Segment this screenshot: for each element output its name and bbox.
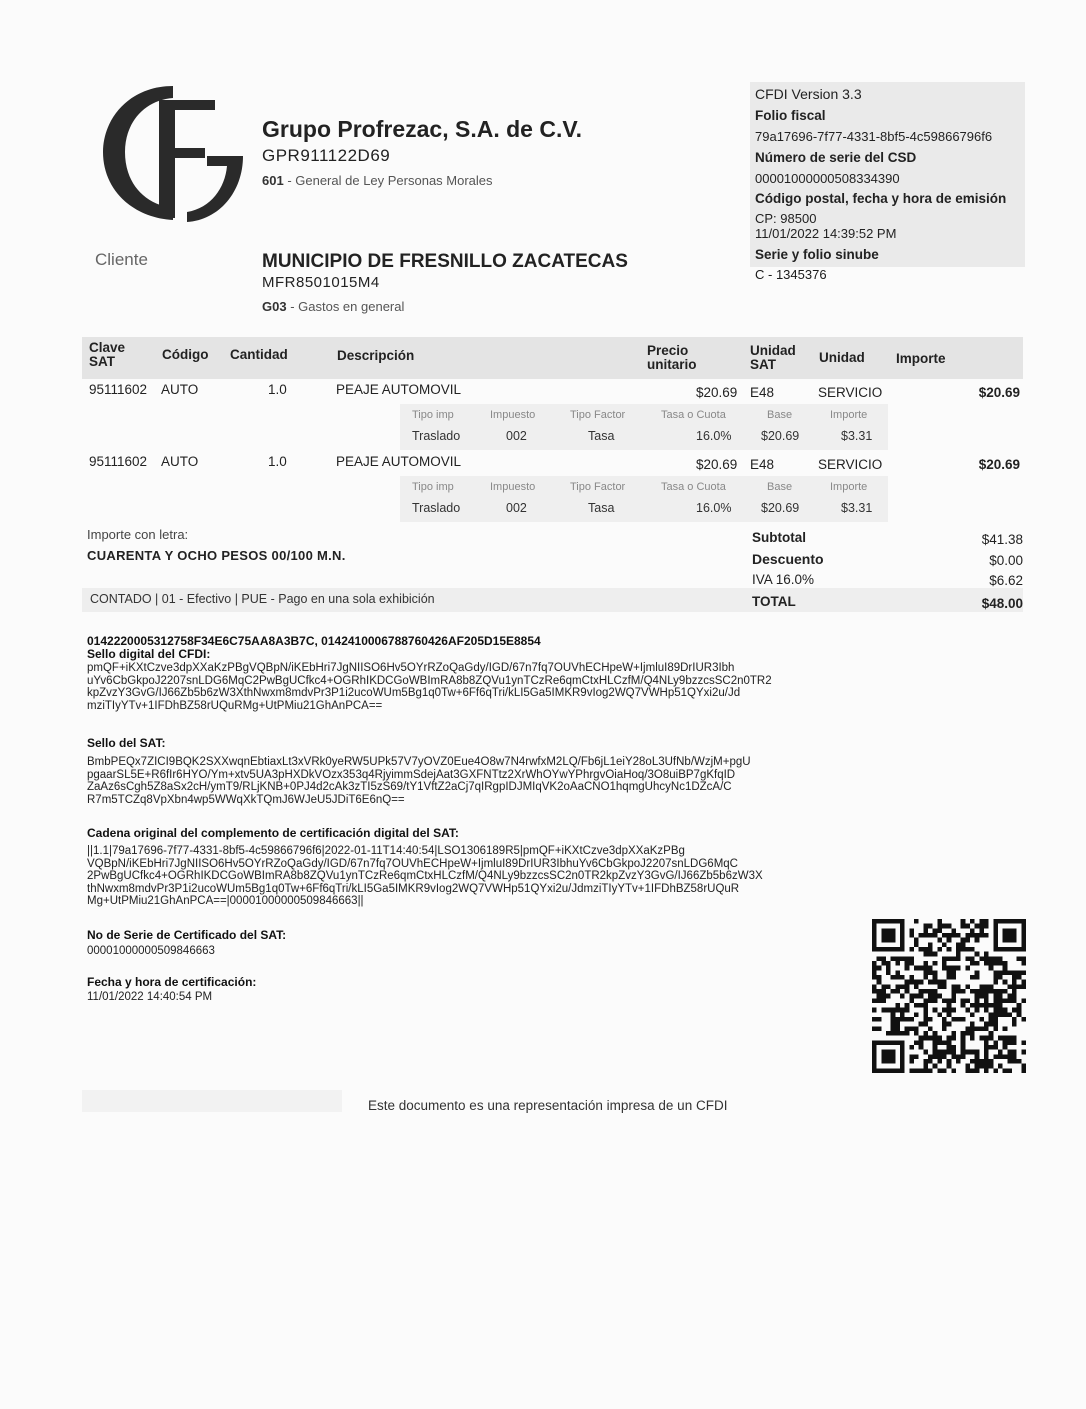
iva-label: IVA 16.0% — [752, 572, 815, 587]
row1-unidad: SERVICIO — [818, 385, 883, 400]
row2-clave: 95111602 — [89, 454, 148, 469]
amount-words-label: Importe con letra: — [87, 527, 189, 542]
cadena-text: ||1.1|79a17696-7f77-4331-8bf5-4c59866796f6|2022-01-11T14:40:54|LSO1306189R5|pmQF+iKXtCzve3dpXXaKzPBg VQBpN/iKEbHri7JgNIISO6Hv5OYrRZoQaGdy/IGD/67n7fq7OUVhECHpeW+IjmluI89DrIUR3IbhuYv6CbGkpoJ2207snLDG6MqC 2PwBgUCfkc4+OGRhIKDCGoWBImRA8b8ZQVu1ynTCzRe6qmCtxHLCzfM/Q4NLy9bzzcsSC2n0TR2kpZvzY3GvG/IJ66Zb5b6zW3X thNwxm8mdvPr3P1i2ucoWUm5Bg1q0Tw+6Ff6qTri/kLI5Ga5IMKR9vIog2WQ7VWHp51QYxi2u/JdmziTIyYTv+1IFDhBZ58rUQuR Mg+UtPMiu21GhAnPCA==|00001000000509846663|| — [87, 845, 763, 908]
row1-codigo: AUTO — [161, 382, 199, 397]
row1-descripcion: PEAJE AUTOMOVIL — [336, 382, 462, 397]
sello-cfdi-title: Sello digital del CFDI: — [87, 647, 211, 661]
client-uso-cfdi — [262, 299, 404, 314]
col-importe: Importe — [896, 351, 946, 366]
subtotal-value: $41.38 — [981, 532, 1023, 547]
row1-precio: $20.69 — [696, 385, 738, 400]
row2-tax-box — [400, 476, 888, 522]
sello-cfdi-text: pmQF+iKXtCzve3dpXXaKzPBgVQBpN/iKEbHri7JgNIISO6Hv5OYrRZoQaGdy/IGD/67n7fq7OUVhECHpeW+IjmluI89DrIUR3Ibh uYv6CbGkpoJ2207snLDG6MqC2PwBgUCfkc4+OGRhIKDCGoWBImRA8b8ZQVu1ynTCzRe6qmCtxHLCzfM/Q4NLy9bzzcsSC2n0TR2 kpZvzY3GvG/IJ66Zb5b6zW3XthNwxm8mdvPr3P1i2ucoWUm5Bg1q0Tw+6Ff6qTri/kLI5Ga5IMKR9vIog2WQ7VWHp51QYxi2u/Jd mziTIyYTv+1IFDhBZ58rUQuRMg+UtPMiu21GhAnPCA== — [87, 662, 772, 712]
sello-sat-text: BmbPEQx7ZICI9BQK2SXXwqnEbtiaxLt3xVRk0yeRW5UPk57V7yOVZ0Eue4O8w7N4rwfxM2LQ/Fb6jL1eiY28oL3UfNb/WzjM+pgU pgaarSL5E+R6fIr6HYO/Ym+xtv5UA3pHXDkVOzx353q4RjyimmSdejAat3GXFNTtz2XrWhOYwYPhrgvOiaHoq/3O8uiBP7gKfqID ZaAz6sCgh5Z8aSx2cH/ymT9/RLjKNB+0PJ4d2cAk3zTI5zS69/tY1VftZ2aCj7qIRgpIDJMIqVK2oAaCNO1hqmgUhcyNc1DZcA/C R7m5TCZq8VpXbn4wp5WWqXkTQmJ6WJeU5JDiT6E6nQ== — [87, 756, 751, 806]
row2-precio: $20.69 — [696, 457, 738, 472]
serie-csd-label: Número de serie del CSD — [755, 150, 917, 165]
row1-tax-box — [400, 404, 888, 450]
fecha-cert-value: 11/01/2022 14:40:54 PM — [87, 991, 213, 1003]
cadena-title: Cadena original del complemento de certificación digital del SAT: — [87, 826, 459, 840]
row2-tax-tipo: Traslado — [412, 501, 461, 515]
col-precio-unitario: Precio unitario — [647, 343, 697, 372]
codigo-postal: CP: 98500 — [755, 211, 817, 226]
folio-fiscal-label: Folio fiscal — [755, 108, 826, 123]
folio-fiscal: 79a17696-7f77-4331-8bf5-4c59866796f6 — [755, 129, 993, 144]
col-cantidad: Cantidad — [230, 347, 288, 362]
row1-tax-tipo: Traslado — [412, 429, 461, 443]
qr-code — [872, 918, 1026, 1074]
regime-desc: - General de Ley Personas Morales — [283, 173, 493, 188]
tax-h-tipo: Tipo imp — [412, 481, 454, 493]
row2-descripcion: PEAJE AUTOMOVIL — [336, 454, 462, 469]
row2-unidad: SERVICIO — [818, 457, 883, 472]
client-label: Cliente — [95, 250, 148, 269]
row2-unidad-sat: E48 — [750, 457, 775, 472]
subtotal-label: Subtotal — [752, 530, 806, 545]
uso-code: G03 — [262, 299, 287, 314]
total-label: TOTAL — [752, 594, 796, 609]
row1-tax-importe: $3.31 — [841, 429, 873, 443]
issuer-regime — [262, 173, 493, 188]
client-rfc: MFR8501015M4 — [262, 274, 380, 291]
tax-h-importe: Importe — [830, 409, 868, 421]
footer-note: Este documento es una representación impresa de un CFDI — [368, 1098, 728, 1113]
row2-importe: $20.69 — [978, 457, 1020, 472]
total-value: $48.00 — [981, 596, 1023, 611]
tax-h-factor: Tipo Factor — [570, 409, 626, 421]
row2-codigo: AUTO — [161, 454, 199, 469]
row1-tax-factor: Tasa — [588, 429, 615, 443]
row2-tax-importe: $3.31 — [841, 501, 873, 515]
iva-value: $6.62 — [989, 573, 1023, 588]
fecha-cert-title: Fecha y hora de certificación: — [87, 975, 257, 989]
footer-smudge — [82, 1090, 342, 1112]
fecha-emision: 11/01/2022 14:39:52 PM — [755, 226, 897, 241]
client-name: MUNICIPIO DE FRESNILLO ZACATECAS — [262, 251, 628, 272]
col-clave-sat: Clave SAT — [89, 340, 126, 369]
tax-h-tasa: Tasa o Cuota — [661, 409, 726, 421]
col-unidad: Unidad — [819, 350, 865, 365]
items-table-header — [82, 337, 1023, 379]
issuer-rfc: GPR911122D69 — [262, 146, 391, 165]
row2-tax-base: $20.69 — [761, 501, 800, 515]
row1-clave: 95111602 — [89, 382, 148, 397]
emision-label: Código postal, fecha y hora de emisión — [755, 191, 1007, 206]
col-codigo: Código — [162, 347, 209, 362]
col-unidad-sat: Unidad SAT — [750, 343, 796, 372]
row2-tax-factor: Tasa — [588, 501, 615, 515]
tax-h-factor: Tipo Factor — [570, 481, 626, 493]
company-logo — [95, 78, 245, 228]
tax-h-base: Base — [767, 409, 793, 421]
tax-h-tipo: Tipo imp — [412, 409, 454, 421]
tax-h-tasa: Tasa o Cuota — [661, 481, 726, 493]
serie-csd: 00001000000508334390 — [755, 171, 900, 186]
uso-desc: - Gastos en general — [286, 299, 405, 314]
no-serie-sat-title: No de Serie de Certificado del SAT: — [87, 928, 287, 942]
cfdi-info-box — [750, 82, 1025, 267]
row1-tax-base: $20.69 — [761, 429, 800, 443]
regime-code: 601 — [262, 173, 284, 188]
row1-unidad-sat: E48 — [750, 385, 775, 400]
row2-tax-impuesto: 002 — [506, 501, 527, 515]
tax-h-impuesto: Impuesto — [490, 409, 536, 421]
serie-folio: C - 1345376 — [755, 267, 827, 282]
col-descripcion: Descripción — [337, 348, 415, 363]
row1-importe: $20.69 — [978, 385, 1020, 400]
row1-tax-impuesto: 002 — [506, 429, 527, 443]
certificate-numbers: 0142220005312758F34E6C75AA8A3B7C, 0142410006788760426AF205D15E8854 — [87, 634, 541, 648]
row1-tax-tasa: 16.0% — [696, 429, 732, 443]
row2-tax-tasa: 16.0% — [696, 501, 732, 515]
amount-words: CUARENTA Y OCHO PESOS 00/100 M.N. — [87, 548, 346, 563]
tax-h-importe: Importe — [830, 481, 868, 493]
row2-cantidad: 1.0 — [268, 454, 287, 469]
serie-folio-label: Serie y folio sinube — [755, 247, 879, 262]
issuer-name: Grupo Profrezac, S.A. de C.V. — [262, 116, 582, 142]
descuento-value: $0.00 — [989, 553, 1023, 568]
row1-cantidad: 1.0 — [268, 382, 287, 397]
tax-h-impuesto: Impuesto — [490, 481, 536, 493]
descuento-label: Descuento — [752, 551, 824, 567]
payment-method: CONTADO | 01 - Efectivo | PUE - Pago en una sola exhibición — [90, 592, 435, 606]
tax-h-base: Base — [767, 481, 793, 493]
no-serie-sat-value: 00001000000509846663 — [87, 945, 215, 957]
sello-sat-title: Sello del SAT: — [87, 736, 166, 750]
cfdi-version: CFDI Version 3.3 — [755, 86, 862, 102]
